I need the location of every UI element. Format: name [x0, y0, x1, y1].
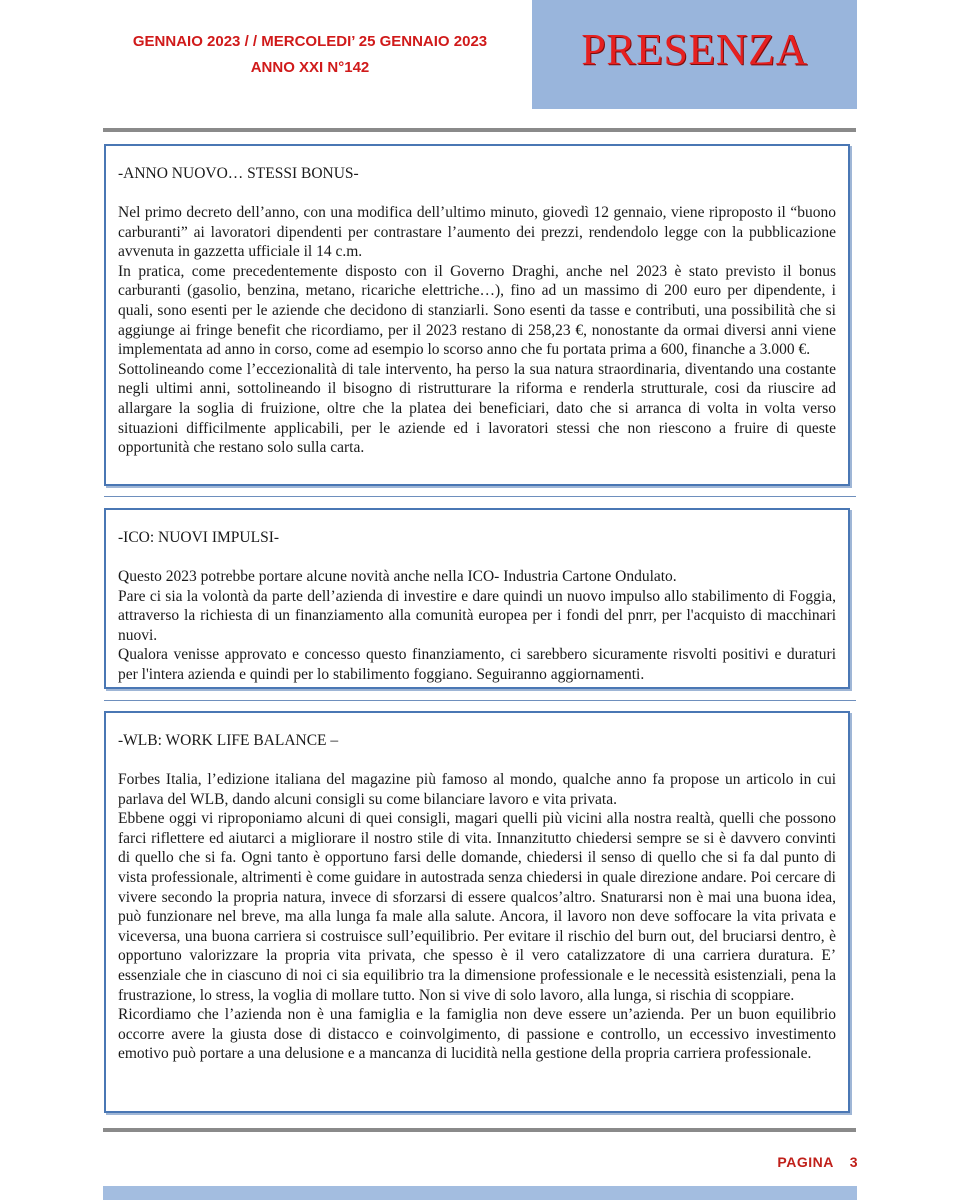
masthead-title: PRESENZA — [581, 25, 808, 74]
masthead-banner — [532, 0, 857, 109]
article-body — [118, 770, 836, 1064]
article-bonus-box — [104, 144, 850, 486]
section-separator — [104, 700, 856, 701]
article-title: -ICO: NUOVI IMPULSI- — [118, 529, 280, 546]
article-paragraph: Pare ci sia la volontà da parte dell’azienda di investire e dare quindi un nuovo impulso allo stabilimento di Foggia, attraverso la richiesta di un finanziamento alla comunità europea per i fondi del pnrr, per l'acquisto di macchinari nuovi. — [118, 587, 836, 644]
article-ico-box — [104, 508, 850, 689]
footer-band — [103, 1186, 857, 1200]
article-paragraph: Forbes Italia, l’edizione italiana del magazine più famoso al mondo, qualche anno fa propose un articolo in cui parlava del WLB, dando alcuni consigli su come bilanciare lavoro e vita privata. — [118, 771, 836, 808]
section-separator — [104, 496, 856, 497]
article-paragraph: Sottolineando come l’eccezionalità di tale intervento, ha perso la sua natura straordinaria, diventando una costante negli ultimi anni, sottolineando il bisogno di ristrutturare la riforma e renderla strutturale, cosi da riuscire ad allargare la soglia di fruizione, oltre che la platea dei beneficiari, dato che si arranca di volta in volta verso situazioni difficilmente applicabili, per le aziende ed i lavoratori stessi che non riescono a fruire di queste opportunità che restano solo sulla carta. — [118, 360, 836, 457]
article-paragraph: Nel primo decreto dell’anno, con una modifica dell’ultimo minuto, giovedì 12 gennaio, viene riproposto il “buono carburanti” ai lavoratori dipendenti per contrastare l’aumento dei prezzi, rendendolo legge con la pubblicazione avvenuta in gazzetta ufficiale il 14 c.m. — [118, 204, 836, 261]
page-number — [777, 1154, 858, 1170]
issue-date-line: GENNAIO 2023 / / MERCOLEDI’ 25 GENNAIO 2023 — [132, 33, 488, 50]
article-body — [118, 203, 836, 458]
article-title: -WLB: WORK LIFE BALANCE – — [118, 732, 339, 749]
page-label: PAGINA — [777, 1154, 834, 1170]
article-paragraph: Ricordiamo che l’azienda non è una famiglia e la famiglia non deve essere un’azienda. Per un buon equilibrio occorre avere la giusta dose di distacco e coinvolgimento, di passione e controllo, un eccessivo investimento emotivo può portare a una delusione e a mancanza di lucidità nella gestione della propria carriera professionale. — [118, 1006, 836, 1063]
article-wlb-box — [104, 711, 850, 1113]
article-paragraph: In pratica, come precedentemente disposto con il Governo Draghi, anche nel 2023 è stato previsto il bonus carburanti (gasolio, benzina, metano, ricariche elettriche…), fino ad un massimo di 200 euro per dipendente, i quali, sono esenti per le aziende che decidono di stanziarli. Sono esenti da tasse e contributi, una possibilità che si aggiunge ai fringe benefit che ricordiamo, per il 2023 restano di 258,23 €, nonostante da ormai diversi anni viene implementata ad anno in corso, come ad esempio lo scorso anno che fu portata prima a 600, finanche a 3.000 €. — [118, 262, 836, 359]
issue-number-line: ANNO XXI N°142 — [250, 59, 370, 76]
article-title: -ANNO NUOVO… STESSI BONUS- — [118, 165, 359, 182]
footer-divider — [103, 1128, 856, 1132]
header-divider — [103, 128, 856, 132]
article-paragraph: Questo 2023 potrebbe portare alcune novità anche nella ICO- Industria Cartone Ondulato. — [118, 568, 677, 585]
page-number-value: 3 — [849, 1154, 858, 1170]
article-paragraph: Ebbene oggi vi riproponiamo alcuni di quei consigli, magari quelli più vicini alla nostra realtà, quelli che possono farci riflettere ed aiutarci a migliorare il nostro stile di vita. Innanzitutto chiedersi sempre se si è davvero convinti di quello che si fa. Ogni tanto è opportuno farsi delle domande, chiedersi il senso di quello che si fa dal punto di vista professionale, altrimenti è come guidare in autostrada senza chiedersi in quale direzione andare. Poi cercare di vivere secondo la propria natura, invece di sforzarsi di essere qualcos’altro. Snaturarsi non è mai una buona idea, può funzionare nel breve, ma alla lunga fa male alla salute. Ancora, il lavoro non deve soffocare la vita privata e viceversa, una buona carriera si costruisce sull’equilibrio. Per evitare il rischio del burn out, del bruciarsi dentro, è opportuno valorizzare la propria vita privata, che spesso è il vero catalizzatore di una carriera duratura. E’ essenziale che in ciascuno di noi ci sia equilibrio tra la dimensione professionale e le necessità esistenziali, pena la frustrazione, lo stress, la voglia di mollare tutto. Non si vive di solo lavoro, alla lunga, si rischia di scoppiare. — [118, 810, 836, 1004]
article-body — [118, 567, 836, 685]
article-paragraph: Qualora venisse approvato e concesso questo finanziamento, ci sarebbero sicuramente risvolti positivi e duraturi per l'intera azienda e quindi per lo stabilimento foggiano. Seguiranno aggiornamenti. — [118, 646, 836, 683]
